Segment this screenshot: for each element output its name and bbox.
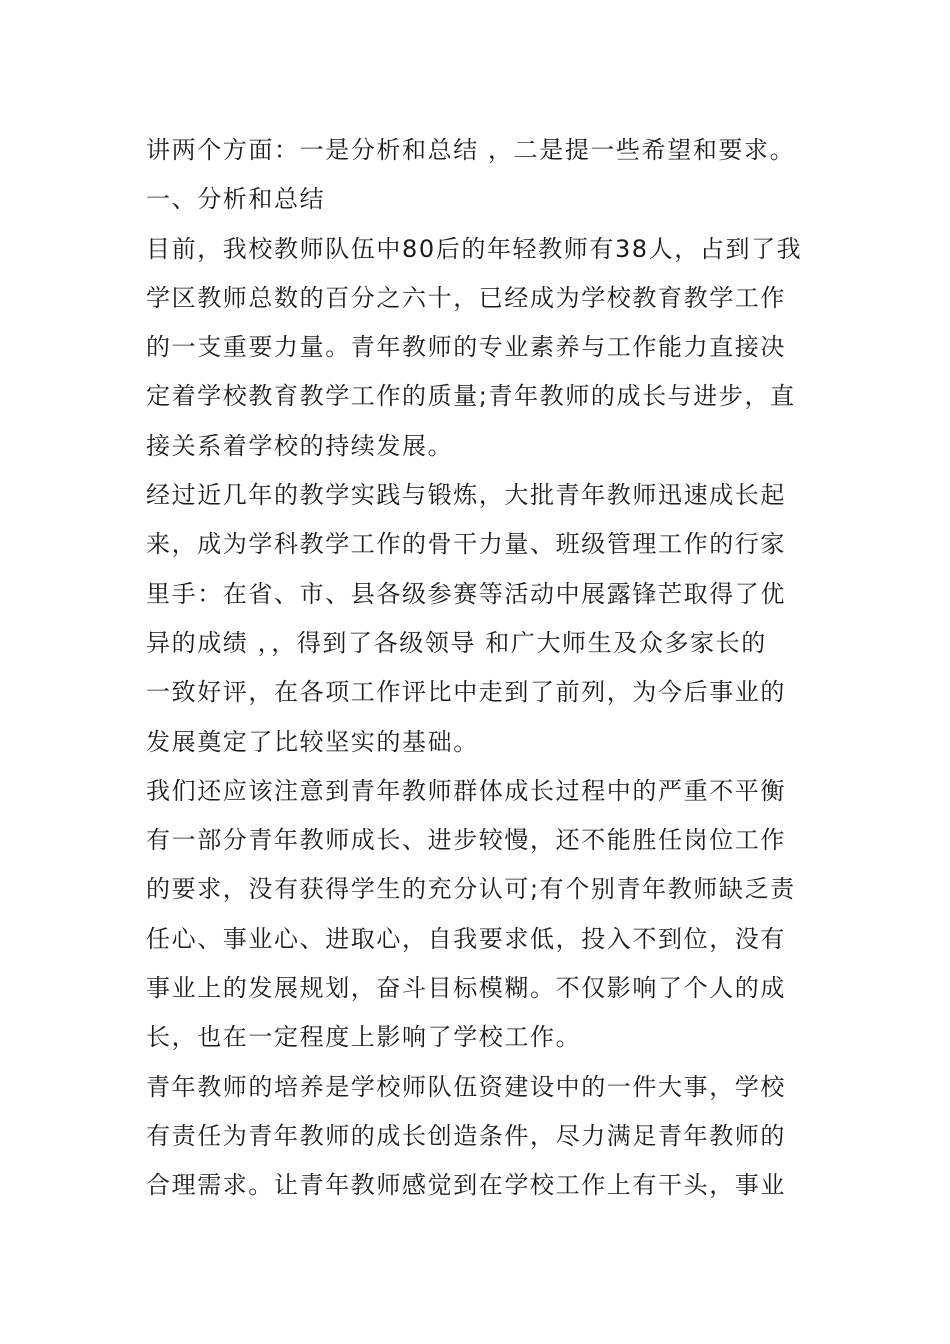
- text-line: 讲两个方面：一是分析和总结 ，二是提一些希望和要求。: [146, 136, 796, 164]
- text-line: 经过近几年的教学实践与锻炼，大批青年教师迅速成长起: [146, 481, 786, 510]
- text-line: 的一支重要力量。青年教师的专业素养与工作能力直接决: [146, 333, 786, 362]
- text-line: 青年教师的培养是学校师队伍资建设中的一件大事，学校: [146, 1072, 786, 1101]
- text-line: 有责任为青年教师的成长创造条件，尽力满足青年教师的: [146, 1121, 786, 1150]
- text-line: 的要求，没有获得学生的充分认可;有个别青年教师缺乏责: [146, 875, 796, 904]
- text-line: 一致好评，在各项工作评比中走到了前列，为今后事业的: [146, 678, 786, 707]
- text-line: 异的成绩 ，，得到了各级领导 和广大师生及众多家长的: [146, 628, 767, 657]
- text-line: 发展奠定了比较坚实的基础。: [146, 727, 479, 756]
- document-body: [146, 126, 810, 1211]
- section-heading: 一、分析和总结: [146, 185, 326, 214]
- text-line: 里手：在省、市、县各级参赛等活动中展露锋芒取得了优: [146, 579, 786, 608]
- text-line: 合理需求。让青年教师感觉到在学校工作上有干头，事业: [146, 1171, 786, 1200]
- text-line: 接关系着学校的持续发展。: [146, 431, 454, 460]
- text-line: 我们还应该注意到青年教师群体成长过程中的严重不平衡: [146, 776, 786, 805]
- text-line: 定着学校教育教学工作的质量;青年教师的成长与进步，直: [146, 382, 796, 411]
- text-line: 目前，我校教师队伍中80后的年轻教师有38人，占到了我: [146, 234, 803, 263]
- text-line: 长，也在一定程度上影响了学校工作。: [146, 1023, 582, 1052]
- text-line: 有一部分青年教师成长、进步较慢，还不能胜任岗位工作: [146, 826, 786, 855]
- text-line: 来，成为学科教学工作的骨干力量、班级管理工作的行家: [146, 530, 786, 559]
- text-line: 学区教师总数的百分之六十，已经成为学校教育教学工作: [146, 283, 786, 312]
- text-line: 任心、事业心、进取心，自我要求低，投入不到位，没有: [146, 924, 786, 953]
- text-line: 事业上的发展规划，奋斗目标模糊。不仅影响了个人的成: [146, 974, 786, 1003]
